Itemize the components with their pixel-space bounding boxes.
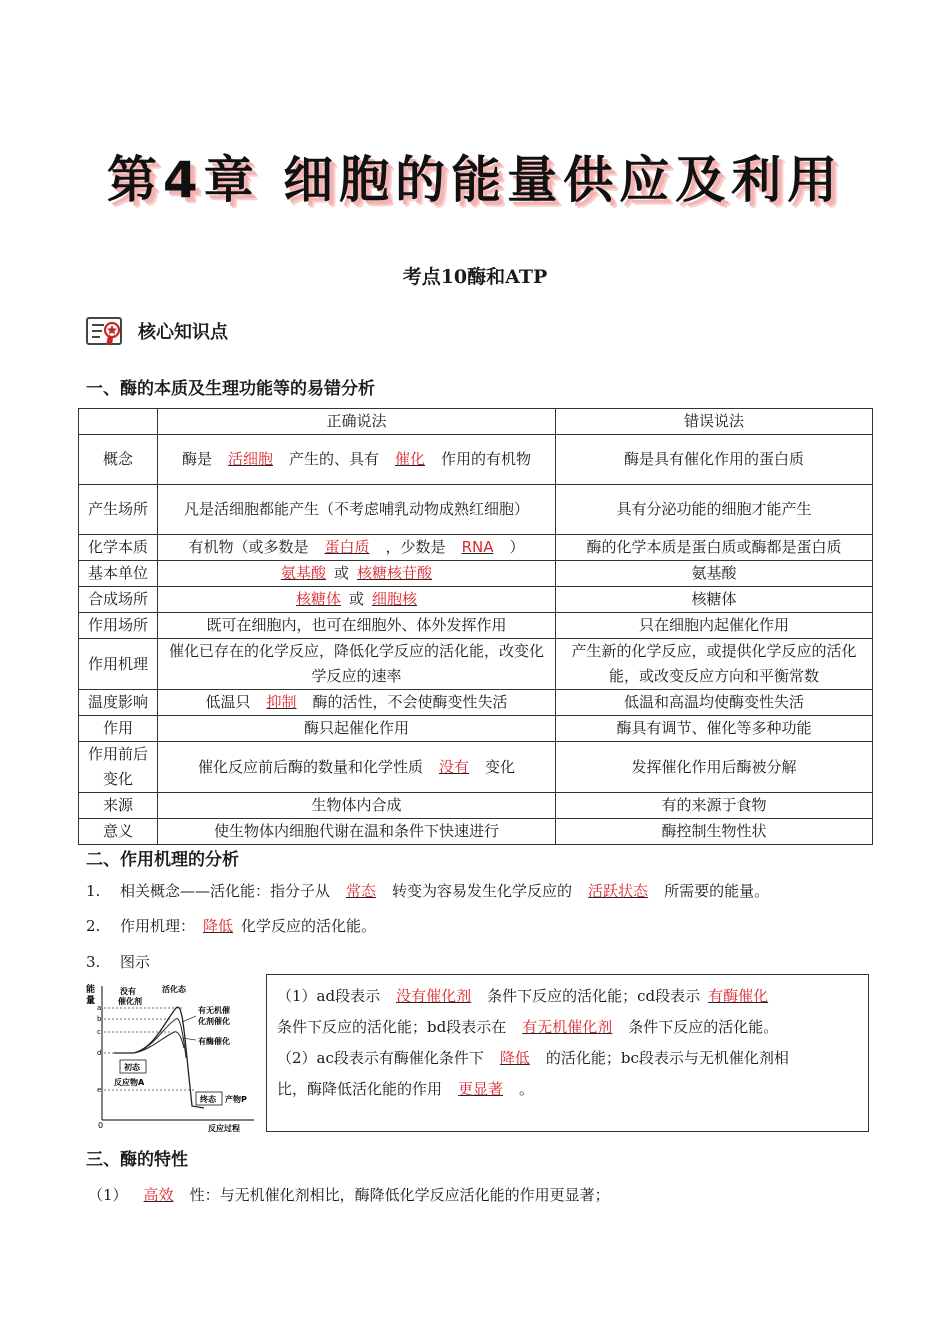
wrong-cell: 发挥催化作用后酶被分解 [556, 742, 873, 793]
certificate-icon [86, 315, 124, 347]
activation-energy-diagram [84, 978, 260, 1134]
chapter-title: 第4章 细胞的能量供应及利用 [106, 151, 844, 209]
topic-title: 考点10酶和ATP [402, 266, 548, 288]
svg-text:活化态: 活化态 [162, 985, 186, 994]
wrong-cell: 低温和高温均使酶变性失活 [556, 690, 873, 716]
property-line: （1） 高效 性：与无机催化剂相比，酶降低化学反应活化能的作用更显著； [88, 1186, 610, 1204]
correct-cell: 核糖体 或 细胞核 [158, 587, 556, 613]
answer-blank: 核糖体 [295, 590, 341, 608]
correct-cell: 生物体内合成 [158, 793, 556, 819]
correct-cell: 酶只起催化作用 [158, 716, 556, 742]
svg-text:产物P: 产物P [225, 1095, 247, 1104]
wrong-cell: 氨基酸 [556, 561, 873, 587]
correct-cell: 酶是 活细胞 产生的、具有 催化 作用的有机物 [158, 435, 556, 485]
wrong-cell: 酶的化学本质是蛋白质或酶都是蛋白质 [556, 535, 873, 561]
correct-cell: 催化反应前后酶的数量和化学性质 没有 变化 [158, 742, 556, 793]
row-label: 化学本质 [79, 535, 158, 561]
answer-blank: RNA [461, 538, 494, 556]
wrong-cell: 酶控制生物性状 [556, 819, 873, 845]
answer-blank: 催化 [395, 450, 426, 468]
answer-blank: 降低 [499, 1049, 530, 1067]
section2-heading: 二、作用机理的分析 [86, 850, 239, 870]
answer-blank: 氨基酸 [280, 564, 326, 582]
list-item: 3. 图示 [86, 953, 151, 971]
svg-text:能: 能 [86, 985, 96, 995]
answer-blank: 常态 [346, 882, 377, 900]
svg-text:有无机催: 有无机催 [198, 1006, 230, 1015]
wrong-cell: 酶是具有催化作用的蛋白质 [556, 435, 873, 485]
row-label: 作用前后变化 [79, 742, 158, 793]
svg-text:化剂催化: 化剂催化 [198, 1017, 230, 1026]
answer-blank: 降低 [203, 917, 234, 935]
answer-blank: 核糖核苷酸 [357, 564, 433, 582]
table-row [79, 485, 873, 535]
answer-blank: 活跃状态 [588, 882, 649, 900]
answer-blank: 更显著 [458, 1080, 504, 1098]
core-knowledge-label: 核心知识点 [138, 322, 228, 343]
svg-text:e: e [97, 1086, 102, 1094]
svg-text:b: b [97, 1015, 102, 1023]
table-row [79, 587, 873, 613]
correct-cell: 凡是活细胞都能产生（不考虑哺乳动物成熟红细胞） [158, 485, 556, 535]
table-row [79, 793, 873, 819]
row-label: 作用 [79, 716, 158, 742]
svg-text:催化剂: 催化剂 [118, 997, 142, 1006]
table-row [79, 435, 873, 485]
box-line: （2）ac段表示有酶催化条件下 降低 的活化能；bc段表示与无机催化剂相 [277, 1049, 789, 1067]
wrong-cell: 具有分泌功能的细胞才能产生 [556, 485, 873, 535]
svg-text:a: a [97, 1004, 102, 1012]
wrong-cell: 只在细胞内起催化作用 [556, 613, 873, 639]
correct-cell: 低温只 抑制 酶的活性，不会使酶变性失活 [158, 690, 556, 716]
svg-text:0: 0 [98, 1121, 104, 1130]
row-label: 合成场所 [79, 587, 158, 613]
svg-text:没有: 没有 [120, 987, 136, 996]
table-row [79, 690, 873, 716]
svg-text:终态: 终态 [200, 1095, 216, 1104]
table-header-row [79, 409, 873, 435]
correct-cell: 有机物（或多数是 蛋白质 ，少数是 RNA ） [158, 535, 556, 561]
svg-text:反应过程: 反应过程 [208, 1124, 240, 1133]
enzyme-comparison-table [78, 408, 873, 845]
wrong-cell: 有的来源于食物 [556, 793, 873, 819]
row-label: 作用机理 [79, 639, 158, 690]
table-row [79, 742, 873, 793]
table-row [79, 613, 873, 639]
answer-blank: 抑制 [266, 693, 297, 711]
wrong-cell: 核糖体 [556, 587, 873, 613]
core-knowledge-header [86, 314, 228, 348]
header-cell [79, 409, 158, 435]
table-row [79, 819, 873, 845]
section1-heading: 一、酶的本质及生理功能等的易错分析 [86, 379, 375, 399]
box-line: （1）ad段表示 没有催化剂 条件下反应的活化能；cd段表示 有酶催化 [277, 981, 858, 1012]
answer-blank: 没有催化剂 [396, 987, 472, 1005]
svg-text:反应物A: 反应物A [114, 1078, 145, 1087]
answer-blank: 活细胞 [227, 450, 273, 468]
answer-blank: 细胞核 [372, 590, 418, 608]
answer-blank: 高效 [143, 1186, 174, 1204]
row-label: 概念 [79, 435, 158, 485]
correct-cell: 使生物体内细胞代谢在温和条件下快速进行 [158, 819, 556, 845]
list-item: 1. 相关概念——活化能：指分子从 常态 转变为容易发生化学反应的 活跃状态 所需要的能量。 [86, 882, 770, 900]
explanation-box [266, 974, 869, 1132]
row-label: 温度影响 [79, 690, 158, 716]
header-cell: 错误说法 [556, 409, 873, 435]
list-item: 2. 作用机理： 降低 化学反应的活化能。 [86, 917, 377, 935]
svg-text:d: d [97, 1049, 102, 1057]
row-label: 产生场所 [79, 485, 158, 535]
svg-text:量: 量 [86, 996, 96, 1006]
correct-cell: 既可在细胞内，也可在细胞外、体外发挥作用 [158, 613, 556, 639]
answer-blank: 蛋白质 [324, 538, 370, 556]
row-label: 来源 [79, 793, 158, 819]
box-line: 条件下反应的活化能；bd段表示在 有无机催化剂 条件下反应的活化能。 [277, 1018, 779, 1036]
box-line: 比，酶降低活化能的作用 更显著 。 [277, 1080, 535, 1098]
answer-blank: 有无机催化剂 [522, 1018, 613, 1036]
correct-cell: 催化已存在的化学反应，降低化学反应的活化能，改变化学反应的速率 [158, 639, 556, 690]
row-label: 作用场所 [79, 613, 158, 639]
svg-text:c: c [97, 1028, 101, 1036]
wrong-cell: 产生新的化学反应，或提供化学反应的活化能，或改变反应方向和平衡常数 [556, 639, 873, 690]
svg-text:有酶催化: 有酶催化 [198, 1037, 230, 1046]
answer-blank: 没有 [438, 757, 469, 776]
row-label: 意义 [79, 819, 158, 845]
row-label: 基本单位 [79, 561, 158, 587]
section3-heading: 三、酶的特性 [86, 1150, 188, 1170]
answer-blank: 有酶催化 [708, 987, 769, 1005]
header-cell: 正确说法 [158, 409, 556, 435]
wrong-cell: 酶具有调节、催化等多种功能 [556, 716, 873, 742]
table-row [79, 561, 873, 587]
correct-cell: 氨基酸 或 核糖核苷酸 [158, 561, 556, 587]
svg-text:初态: 初态 [124, 1063, 140, 1072]
table-row [79, 535, 873, 561]
table-row [79, 639, 873, 690]
table-row [79, 716, 873, 742]
